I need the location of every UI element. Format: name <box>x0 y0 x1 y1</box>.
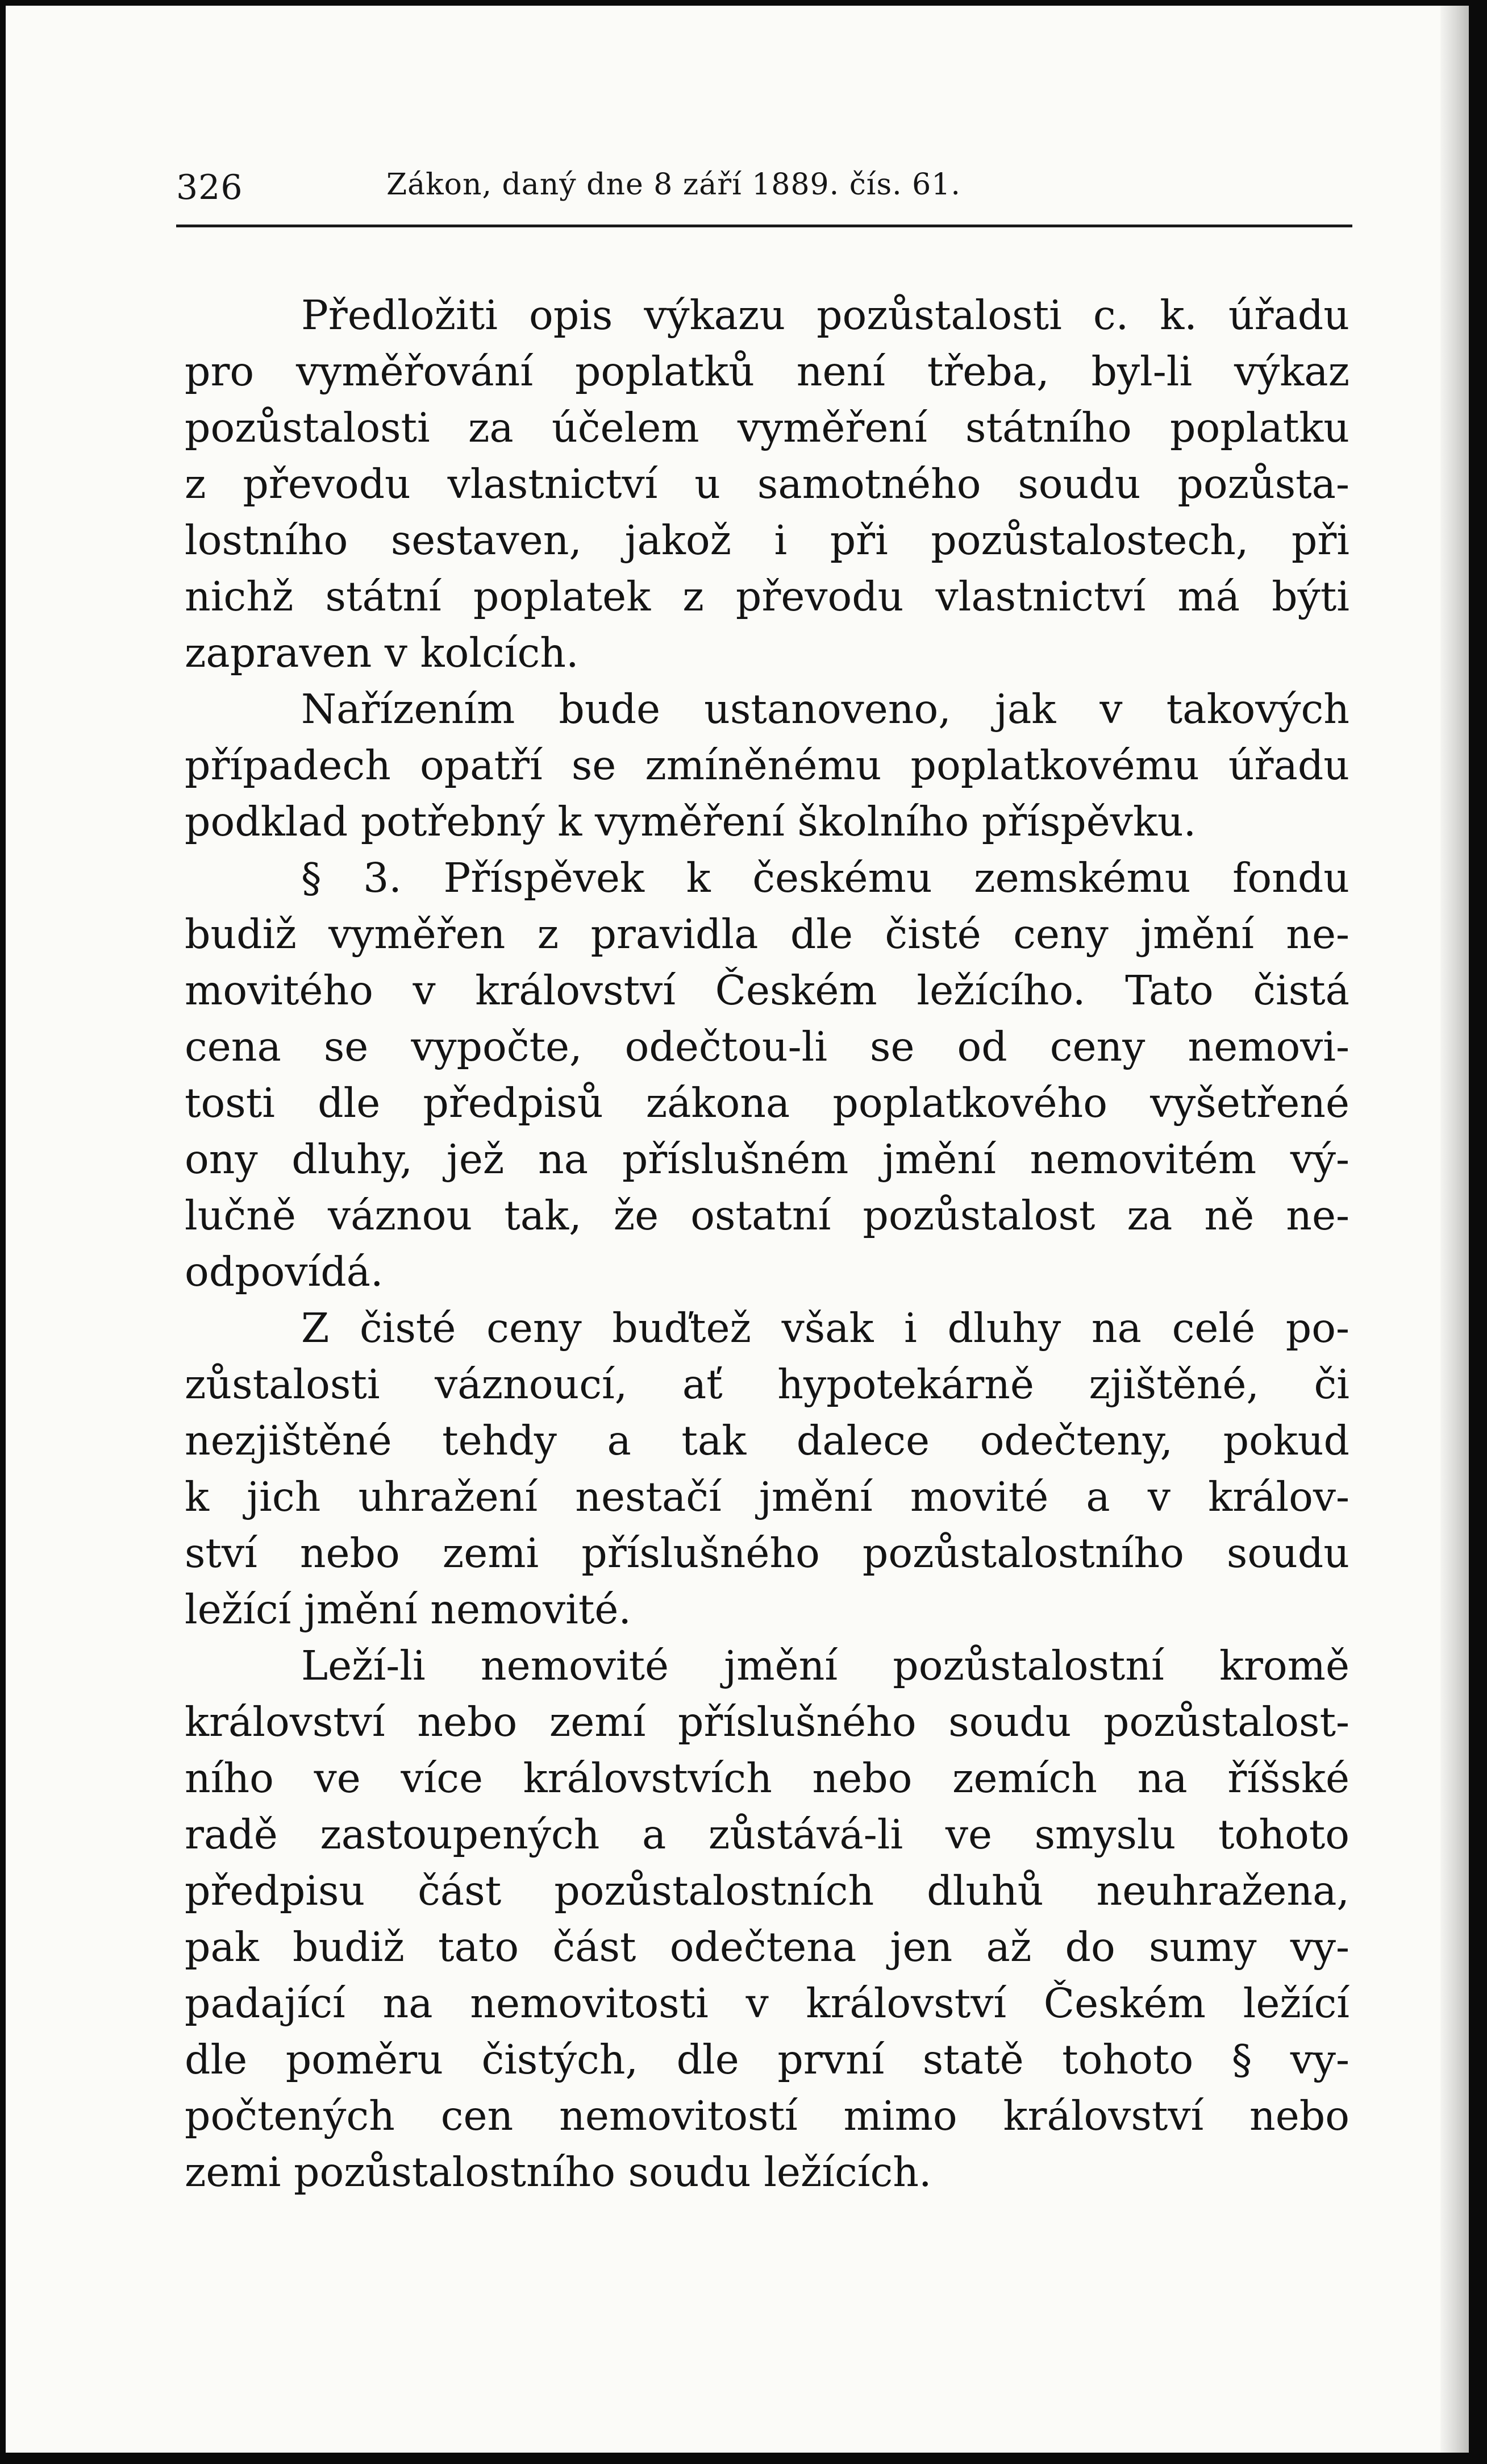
text-line: pro vyměřování poplatků není třeba, byl-li výkaz <box>185 348 1349 395</box>
text-line: cena se vypočte, odečtou-li se od ceny nemovi- <box>185 1023 1349 1070</box>
header-rule <box>176 225 1352 227</box>
text-line: odpovídá. <box>185 1248 384 1295</box>
page-edge-shadow <box>1440 6 1469 2453</box>
text-line: počtených cen nemovitostí mimo království nebo <box>185 2092 1349 2139</box>
text-line: ství nebo zemi příslušného pozůstalostního soudu <box>185 1530 1349 1577</box>
text-line: království nebo zemí příslušného soudu pozůstalost- <box>185 1698 1349 1746</box>
body-text <box>185 287 1349 2200</box>
text-line: k jich uhražení nestačí jmění movité a v králov- <box>185 1473 1349 1520</box>
text-line: pozůstalosti za účelem vyměření státního poplatku <box>185 404 1349 451</box>
text-line: budiž vyměřen z pravidla dle čisté ceny jmění ne- <box>185 911 1349 958</box>
text-line: lučně váznou tak, že ostatní pozůstalost za ně ne- <box>185 1192 1349 1239</box>
running-title: Zákon, daný dne 8 září 1889. čís. 61. <box>386 168 961 202</box>
text-line: padající na nemovitosti v království Českém ležící <box>185 1980 1349 2027</box>
text-line: nezjištěné tehdy a tak dalece odečteny, pokud <box>185 1417 1349 1464</box>
text-line: movitého v království Českém ležícího. Tato čistá <box>185 967 1349 1014</box>
running-header <box>176 168 1347 216</box>
text-line: dle poměru čistých, dle první statě tohoto § vy- <box>185 2036 1349 2083</box>
text-line: ony dluhy, jež na příslušném jmění nemovitém vý- <box>185 1136 1349 1183</box>
text-line: pak budiž tato část odečtena jen až do sumy vy- <box>185 1923 1349 1971</box>
book-page <box>6 6 1469 2453</box>
text-line: tosti dle předpisů zákona poplatkového vyšetřené <box>185 1079 1349 1127</box>
text-line: § 3. Příspěvek k českému zemskému fondu <box>301 854 1349 901</box>
text-line: podklad potřebný k vyměření školního příspěvku. <box>185 798 1197 845</box>
text-line: Nařízením bude ustanoveno, jak v takových <box>301 685 1349 733</box>
text-line: Leží-li nemovité jmění pozůstalostní kromě <box>301 1642 1349 1689</box>
text-line: lostního sestaven, jakož i při pozůstalostech, při <box>185 517 1349 564</box>
text-line: zemi pozůstalostního soudu ležících. <box>185 2149 932 2196</box>
text-line: Předložiti opis výkazu pozůstalosti c. k. úřadu <box>301 292 1349 339</box>
text-line: z převodu vlastnictví u samotného soudu pozůsta- <box>185 460 1349 508</box>
text-line: nichž státní poplatek z převodu vlastnictví má býti <box>185 573 1349 620</box>
page-number: 326 <box>176 168 243 207</box>
text-line: zapraven v kolcích. <box>185 629 579 676</box>
text-line: zůstalosti váznoucí, ať hypotekárně zjištěné, či <box>185 1361 1349 1408</box>
text-line: případech opatří se zmíněnému poplatkovému úřadu <box>185 742 1349 789</box>
text-line: Z čisté ceny buďtež však i dluhy na celé po- <box>301 1304 1349 1352</box>
text-line: předpisu část pozůstalostních dluhů neuhražena, <box>185 1867 1349 1914</box>
text-line: ležící jmění nemovité. <box>185 1586 631 1633</box>
text-line: ního ve více královstvích nebo zemích na říšské <box>185 1755 1349 1802</box>
text-line: radě zastoupených a zůstává-li ve smyslu tohoto <box>185 1811 1349 1858</box>
